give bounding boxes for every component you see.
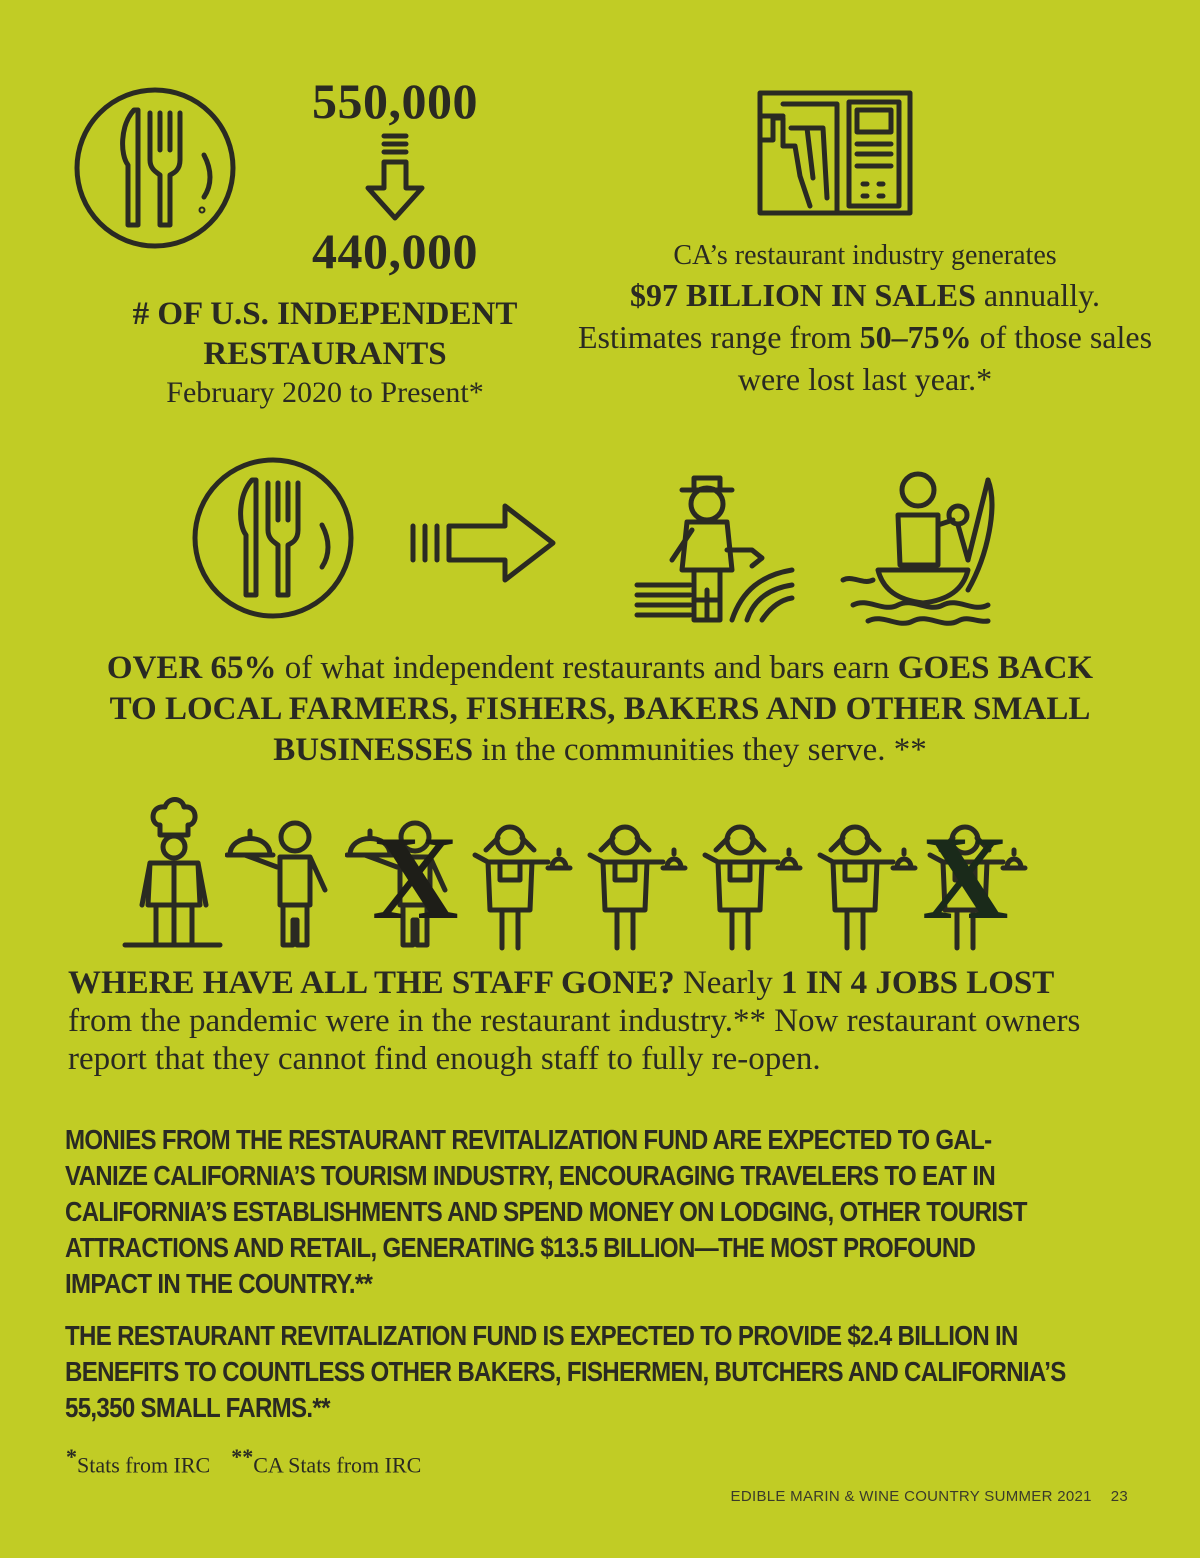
stat2-line4: were lost last year.* <box>737 361 993 397</box>
staff-lost-x-mark: X <box>922 811 1009 944</box>
stat2-line3-start: Estimates range from <box>577 319 860 355</box>
footnote-star-1: * <box>66 1444 77 1469</box>
stat3-line1 <box>40 648 1160 689</box>
stat4-line1 <box>68 964 1168 1002</box>
publication-name: EDIBLE MARIN & WINE COUNTRY SUMMER 2021 <box>730 1488 1092 1505</box>
fund-p1-line: ATTRACTIONS AND RETAIL, GENERATING $13.5 BILLION—THE MOST PROFOUND <box>65 1232 976 1263</box>
stat1-title <box>100 294 550 374</box>
restaurants-count-before: 550,000 <box>312 73 478 129</box>
right-arrow-icon <box>405 498 565 588</box>
footnote-star-2: ** <box>231 1444 254 1469</box>
stat3-line2 <box>40 689 1160 730</box>
stat2-line3 <box>545 316 1185 358</box>
restaurants-count-after: 440,000 <box>312 223 478 279</box>
footnote-2: CA Stats from IRC <box>253 1452 422 1478</box>
stat3-line1-rest: of what independent restaurants and bars earn <box>276 650 898 686</box>
stat4-question: WHERE HAVE ALL THE STAFF GONE? <box>68 965 675 1001</box>
chef-icon <box>120 795 225 950</box>
stat2-sales-figure: $97 BILLION IN SALES <box>630 277 976 313</box>
stat3-businesses: BUSINESSES <box>273 732 474 768</box>
staff-lost-x-mark: X <box>372 811 459 944</box>
stat1-title-line2: RESTAURANTS <box>203 336 447 372</box>
stat4-jobs-lost: 1 IN 4 JOBS LOST <box>780 965 1055 1001</box>
stat1-subtitle: February 2020 to Present* <box>166 376 484 409</box>
farmer-icon <box>632 470 797 630</box>
stat2-line2 <box>545 274 1185 316</box>
fund-paragraph-1 <box>65 1122 1183 1302</box>
stat3-percent: OVER 65% <box>106 650 277 686</box>
stat2-text <box>545 238 1185 400</box>
waitress-icon <box>815 820 925 955</box>
fund-p2-line: THE RESTAURANT REVITALIZATION FUND IS EXPECTED TO PROVIDE $2.4 BILLION IN <box>65 1320 1018 1351</box>
stat2-range: 50–75% <box>859 319 972 355</box>
waiter-icon <box>225 815 340 950</box>
plate-cutlery-icon <box>190 455 356 621</box>
fund-p2-line: BENEFITS TO COUNTLESS OTHER BAKERS, FISHERMEN, BUTCHERS AND CALIFORNIA’S <box>65 1356 1066 1387</box>
stat2-line1: CA’s restaurant industry generates <box>673 240 1057 271</box>
fund-p1-line: VANIZE CALIFORNIA’S TOURISM INDUSTRY, ENCOURAGING TRAVELERS TO EAT IN <box>65 1160 996 1191</box>
stat4-nearly: Nearly <box>674 965 781 1001</box>
waitress-icon <box>470 820 580 955</box>
page-number: 23 <box>1110 1488 1128 1505</box>
stat2-line3-rest: of those sales <box>971 319 1153 355</box>
fund-p1-line: CALIFORNIA’S ESTABLISHMENTS AND SPEND MONEY ON LODGING, OTHER TOURIST <box>65 1196 1027 1227</box>
fund-paragraph-2 <box>65 1318 1200 1426</box>
page-footer <box>700 1488 1128 1505</box>
stat3-text <box>40 648 1160 771</box>
stat4-text <box>68 964 1168 1078</box>
fund-p1-line: IMPACT IN THE COUNTRY.** <box>65 1268 373 1299</box>
stat4-line2: from the pandemic were in the restaurant industry.** Now restaurant owners <box>68 1003 1081 1039</box>
stat4-line3: report that they cannot find enough staff to fully re-open. <box>68 1041 821 1077</box>
waitress-icon <box>700 820 810 955</box>
footnote-1: Stats from IRC <box>77 1452 211 1478</box>
plate-cutlery-icon <box>72 85 238 251</box>
stat3-goes-back: GOES BACK <box>897 650 1094 686</box>
stat1-title-line1: # OF U.S. INDEPENDENT <box>132 296 518 332</box>
fisher-icon <box>838 465 1003 635</box>
cash-register-icon <box>755 88 915 218</box>
fund-p2-line: 55,350 SMALL FARMS.** <box>65 1392 330 1423</box>
fund-p1-line: MONIES FROM THE RESTAURANT REVITALIZATION FUND ARE EXPECTED TO GAL- <box>65 1124 992 1155</box>
stat3-line2-bold: TO LOCAL FARMERS, FISHERS, BAKERS AND OTHER SMALL <box>109 691 1091 727</box>
down-arrow-icon <box>362 130 428 225</box>
footnotes <box>66 1444 421 1478</box>
waitress-icon <box>585 820 695 955</box>
stat3-line3 <box>40 730 1160 771</box>
stat2-line2-rest: annually. <box>975 277 1100 313</box>
stat3-line3-rest: in the communities they serve. ** <box>473 732 927 768</box>
